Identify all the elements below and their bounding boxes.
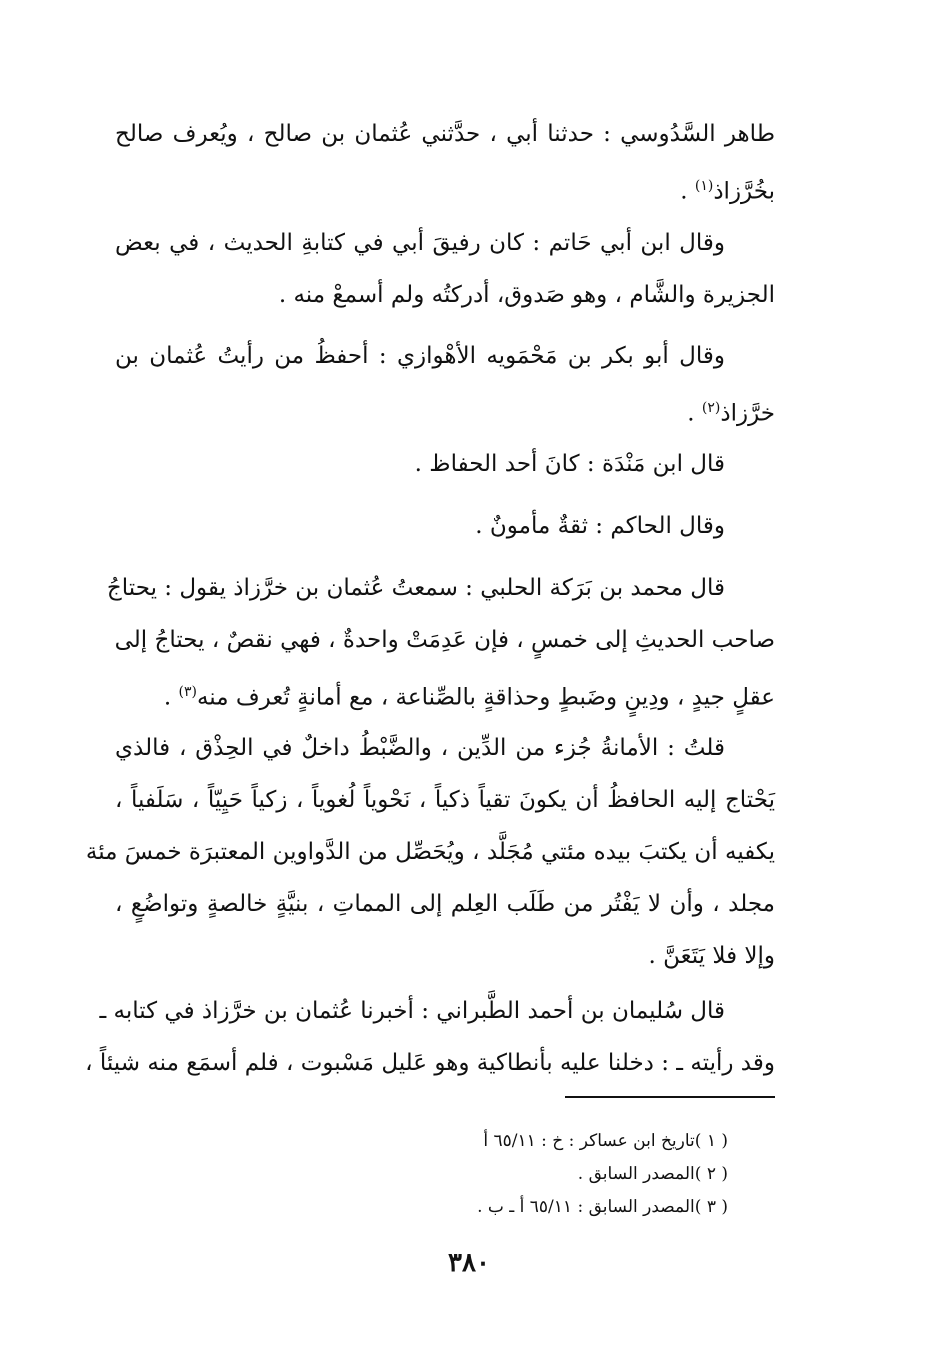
paragraph-6-line-2: صاحب الحديثِ إلى خمسٍ ، فإن عَدِمَتْ واحدةٌ ، فهي نقصٌ ، يحتاجُ إلى: [114, 627, 775, 653]
paragraph-8-line-2: وقد رأيته ـ : دخلنا عليه بأنطاكية وهو عَليل مَسْبوت ، فلم أسمَع منه شيئاً ،: [85, 1050, 775, 1076]
paragraph-4: قال ابن مَنْدَة : كانَ أحد الحفاظ .: [414, 451, 725, 477]
paragraph-7: [85, 722, 775, 982]
paragraph-3: [115, 330, 775, 440]
paragraph-2: [115, 217, 775, 321]
footnotes: [477, 1125, 728, 1224]
paragraph-2-line-1: وقال ابن أبي حَاتم : كان رفيقَ أبي في كتابةِ الحديث ، في بعض: [115, 230, 725, 256]
paragraph-6-line-3-text: عقلٍ جيدٍ ، ودِينٍ وضَبطٍ وحذاقةٍ بالصِّناعة ، مع أمانةٍ تُعرف منه: [196, 684, 775, 711]
footnote-1: ( ١ )تاريخ ابن عساكر : خ : ٦٥/١١ أ: [483, 1131, 728, 1151]
paragraph-1: [115, 108, 775, 218]
paragraph-8-line-1: قال سُليمان بن أحمد الطَّبراني : أخبرنا عُثمان بن خرَّزاذ في كتابه ـ: [99, 998, 725, 1024]
page-number: ٣٨٠: [448, 1248, 490, 1278]
paragraph-7-line-5: وإلا فلا يَتَعَنَّ .: [648, 943, 775, 969]
paragraph-7-line-3: يكفيه أن يكتبَ بيده مئتي مُجَلَّد ، ويُحَصِّل من الدَّواوين المعتبرَة خمسَ مئة: [85, 839, 775, 865]
footnote-ref-1: (١): [694, 178, 714, 194]
paragraph-7-line-4: مجلد ، وأن لا يَفْتُر من طَلَب العِلم إلى المماتِ ، بنيَّةٍ خالصةٍ وتواضُعٍ ،: [115, 891, 775, 917]
paragraph-7-line-1: قلتُ : الأمانةُ جُزء من الدِّين ، والضَّبْطُ داخلٌ في الحِذْق ، فالذي: [115, 735, 725, 761]
paragraph-3-line-2-text: خرَّزاذ: [720, 400, 775, 427]
paragraph-7-line-2: يَحْتاج إليه الحافظُ أن يكونَ تقياً ذكياً ، نَحْوياً لُغوياً ، زكياً حَيِيّاً ، سَلَفياً ،: [115, 787, 775, 813]
paragraph-8: [85, 985, 775, 1089]
paragraph-6: [106, 562, 775, 724]
paragraph-3-line-1: وقال أبو بكر بن مَحْمَويه الأهْوازي : أحفظُ من رأيتُ عُثمان بن: [115, 343, 725, 369]
paragraph-3-line-2-end: .: [687, 400, 702, 427]
paragraph-1-line-1: طاهر السَّدُوسي : حدثنا أبي ، حدَّثني عُثمان بن صالح ، ويُعرف صالح: [115, 121, 775, 147]
paragraph-6-line-1: قال محمد بن بَرَكة الحلبي : سمعتُ عُثمان بن خرَّزاذ يقول : يحتاجُ: [106, 575, 725, 601]
footnote-2: ( ٢ )المصدر السابق .: [577, 1164, 728, 1184]
paragraph-3-line-2: [115, 382, 775, 440]
footnote-ref-3: (٣): [178, 684, 197, 700]
paragraph-1-line-2-text: بخُرَّزاذ: [713, 178, 775, 205]
paragraph-6-line-3-end: .: [163, 684, 179, 711]
footnote-ref-2: (٢): [701, 400, 721, 416]
paragraph-2-line-2: الجزيرة والشَّام ، وهو صَدوق، أدركتُه ولم أسمعْ منه .: [278, 282, 775, 308]
footnote-3: ( ٣ )المصدر السابق : ٦٥/١١ أ ـ ب .: [477, 1197, 728, 1217]
paragraph-6-line-3: [115, 666, 775, 724]
paragraph-5: وقال الحاكم : ثقةٌ مأمونٌ .: [475, 513, 725, 539]
paragraph-1-line-2: [115, 160, 775, 218]
paragraph-1-line-2-end: .: [680, 178, 695, 205]
footnote-divider: [565, 1096, 775, 1098]
